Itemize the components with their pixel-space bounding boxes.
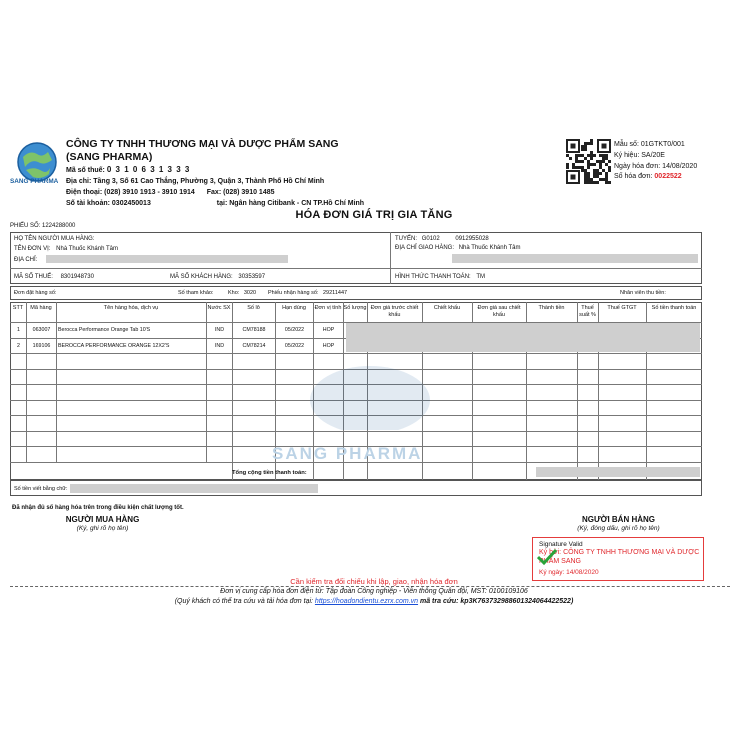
company-short-name: (SANG PHARMA): [66, 151, 153, 163]
footer-divider: [10, 586, 730, 587]
signature-date: Ký ngày: 14/08/2020: [539, 569, 599, 576]
table-row-divider: [10, 431, 702, 432]
table-col-divider: [26, 302, 27, 462]
invoice-title: HÓA ĐƠN GIÁ TRỊ GIA TĂNG: [295, 209, 453, 221]
table-header-cell: Thuế suất %: [579, 305, 596, 318]
redacted-address: [46, 255, 288, 263]
received-note: Đã nhận đủ số hàng hóa trên trong điều kiện chất lượng tốt.: [12, 505, 184, 511]
table-row-cell: HOP: [322, 342, 335, 349]
lookup-link[interactable]: https://hoadondientu.ezrx.com.vn: [314, 598, 419, 605]
table-row-cell: IND: [214, 327, 225, 333]
invoice-number: Số hóa đơn: 0022522: [614, 173, 682, 181]
table-col-divider: [232, 302, 233, 480]
table-row-divider: [10, 353, 702, 354]
company-name: CÔNG TY TNHH THƯƠNG MẠI VÀ DƯỢC PHẨM SANG: [66, 138, 339, 150]
table-row-cell: 05/2022: [284, 342, 305, 349]
signature-valid: Signature Valid: [539, 541, 583, 548]
buyer-divider-h: [10, 268, 702, 269]
table-header-cell: Nước SX: [207, 305, 231, 311]
redacted-delivery-address: [452, 254, 698, 263]
qr-code-icon: [566, 139, 611, 184]
buyer-customer-code: MÃ SỐ KHÁCH HÀNG: 30353597: [170, 274, 266, 280]
redacted-amount-words: [70, 484, 318, 493]
invoice-meta: [614, 140, 697, 183]
logo-text: SANG PHARMA: [10, 178, 59, 185]
footer-lookup: (Quý khách có thể tra cứu và tải hóa đơn tại: https://hoadondientu.ezrx.com.vn mã tra cứu: kp3K7637329886013240644225​22): [174, 598, 574, 605]
amount-words-label: Số tiền viết bằng chữ:: [14, 486, 68, 492]
buyer-divider: [390, 232, 391, 284]
signature-signer: Ký bởi: CÔNG TY TNHH THƯƠNG MẠI VÀ DƯỢC PHẨM SANG: [539, 549, 700, 565]
table-header-cell: Tên hàng hóa, dịch vụ: [103, 305, 159, 311]
table-row-cell: CM78188: [242, 327, 266, 333]
table-row-cell: CM78214: [242, 342, 266, 349]
table-header-cell: Chiết khấu: [433, 305, 461, 311]
order-export: Phiếu nhận hàng số: 29211447: [268, 290, 348, 296]
redacted-amounts: [346, 323, 700, 352]
order-staff-label: Nhân viên thu tiền:: [620, 290, 666, 296]
footer-provider: Đơn vị cung cấp hóa đơn điện tử: Tập đoàn Công nghiệp - Viễn thông Quân đội, MST: 0100109106: [220, 588, 528, 595]
table-row-cell: Berocca Performance Orange Tab 10'S: [58, 327, 151, 333]
table-header-cell: Đơn vị tính: [314, 305, 342, 311]
total-label: Tổng cộng tiền thanh toán:: [232, 470, 307, 476]
buyer-sign-title: NGƯỜI MUA HÀNG: [65, 515, 140, 524]
table-header-cell: Thuế GTGT: [607, 305, 637, 311]
slip-number: PHIẾU SỐ: 1224288000: [10, 223, 76, 229]
redacted-total: [536, 467, 700, 477]
table-col-divider: [206, 302, 207, 462]
company-address: Địa chỉ: Tầng 3, Số 61 Cao Thắng, Phường 3, Quận 3, Thành Phố Hồ Chí Minh: [66, 178, 325, 185]
buyer-sign-hint: (Ký, ghi rõ họ tên): [76, 525, 129, 532]
buyer-delivery: ĐỊA CHỈ GIAO HÀNG: Nhà Thuốc Khánh Tâm: [395, 245, 521, 251]
order-ref-label: Số tham khảo:: [178, 290, 214, 296]
order-info-row: [10, 286, 702, 300]
table-header-cell: Thành tiền: [538, 305, 565, 311]
table-row-cell: BEROCCA PERFORMANCE ORANGE 12X2'S: [58, 342, 170, 349]
table-header-cell: Đơn giá sau chiết khấu: [477, 305, 521, 318]
digital-signature-box[interactable]: [532, 537, 704, 581]
table-row-cell: 05/2022: [284, 327, 305, 333]
table-header-cell: Hạn dùng: [282, 305, 306, 311]
buyer-payment: HÌNH THỨC THANH TOÁN: TM: [395, 274, 486, 280]
table-header-cell: STT: [12, 305, 24, 311]
table-row-cell: IND: [214, 342, 225, 349]
table-row-cell: 1: [17, 327, 20, 333]
company-tax: Mã số thuế: 0 3 1 0 6 3 1 3 3 3: [66, 165, 191, 174]
table-header-cell: Mã hàng: [30, 305, 52, 311]
seller-sign-hint: (Ký, đóng dấu, ghi rõ họ tên): [577, 525, 660, 532]
table-col-divider: [56, 302, 57, 462]
order-number-label: Đơn đặt hàng số:: [14, 290, 57, 296]
seller-sign-title: NGƯỜI BÁN HÀNG: [581, 515, 655, 524]
table-header-cell: Số lượng: [343, 305, 367, 311]
company-account: Số tài khoản: 0302450013 tại: Ngân hàng Citibank - CN TP.Hồ Chí Minh: [66, 200, 365, 207]
buyer-address-label: ĐỊA CHỈ:: [14, 257, 38, 263]
buyer-unit: TÊN ĐƠN VỊ: Nhà Thuốc Khánh Tâm: [14, 246, 118, 252]
form-number: Mẫu số: 01GTKT0/001: [614, 141, 685, 148]
table-row-cell: 2: [17, 342, 20, 349]
buyer-route: TUYẾN: G0102 0912955028: [395, 236, 489, 242]
buyer-name-label: HỌ TÊN NGƯỜI MUA HÀNG:: [14, 236, 95, 242]
table-header-cell: Số lô: [247, 305, 260, 311]
order-warehouse: Kho: 3020: [228, 290, 257, 296]
table-row-cell: 169106: [32, 342, 51, 349]
table-header-cell: Đơn giá trước chiết khấu: [370, 305, 419, 318]
watermark-text: SANG PHARMA: [272, 444, 423, 463]
table-header-cell: Số tiền thanh toán: [651, 305, 697, 311]
company-phone: Điện thoại: (028) 3910 1913 - 3910 1914 Fax: (028) 3910 1485: [66, 189, 275, 196]
buyer-tax: MÃ SỐ THUẾ: 8301948730: [14, 274, 94, 280]
table-row-cell: 063007: [32, 327, 51, 333]
footer-check-note: Cần kiểm tra đối chiếu khi lập, giao, nhận hóa đơn: [290, 577, 458, 586]
company-tax-code: 0 3 1 0 6 3 1 3 3 3: [106, 165, 191, 174]
checkmark-icon: [537, 548, 557, 566]
invoice-date: Ngày hóa đơn: 14/08/2020: [614, 162, 698, 170]
table-row-cell: HOP: [322, 327, 335, 333]
watermark-globe-icon: [300, 360, 440, 430]
invoice-symbol: Ký hiệu: SA/20E: [614, 151, 665, 159]
company-block: [66, 138, 364, 209]
